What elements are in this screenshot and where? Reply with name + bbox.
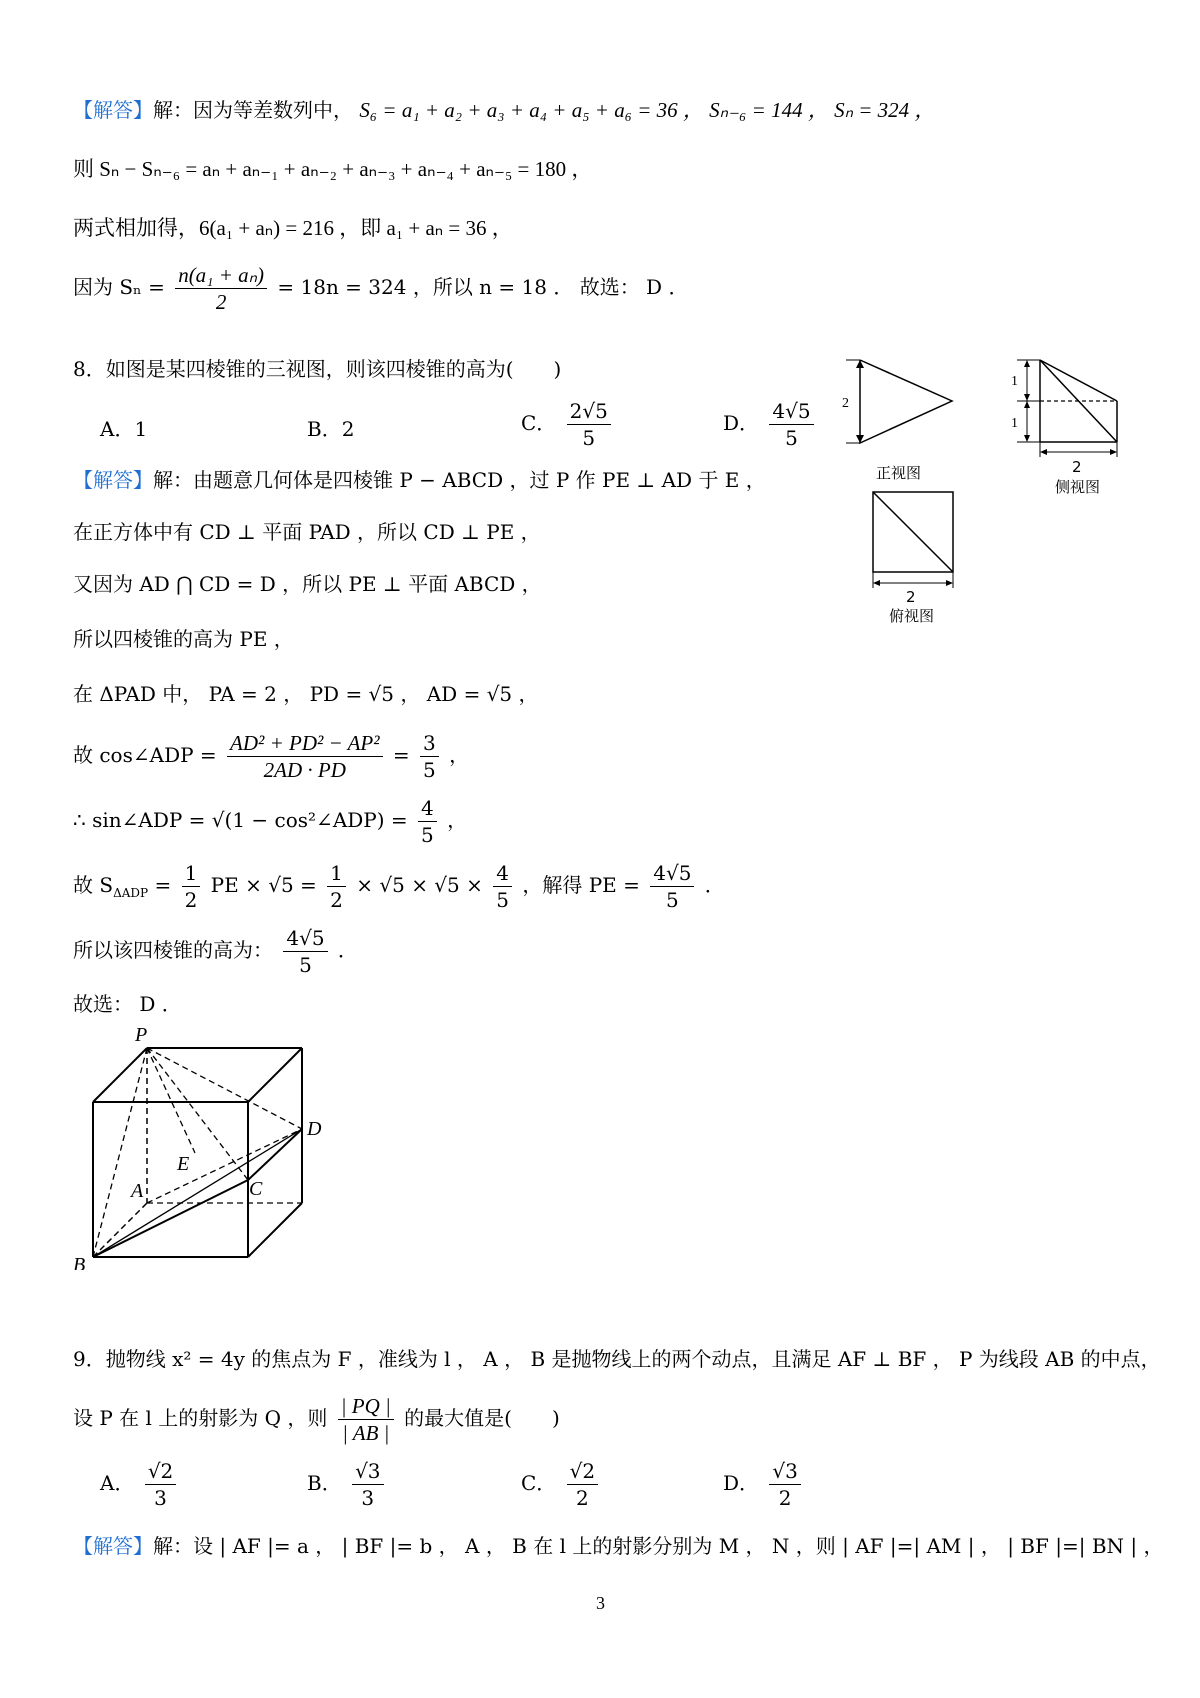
q7-solution-line-1: 【解答】解：因为等差数列中， S₆ = a₁ + a₂ + a₃ + a₄ + a₅ + a₆ = 36 ， Sₙ₋₆ = 144 ， Sₙ = 324 ， xyxy=(73,98,936,122)
q9-option-c: C． $\frac{√2}{2}$ xyxy=(521,1458,602,1511)
cube-pyramid-figure xyxy=(65,1025,345,1270)
q9-option-b: B． $\frac{√3}{3}$ xyxy=(307,1458,388,1511)
q8-solution-line-7: ∴ sin∠ADP = √(1 − cos²∠ADP) = $\frac{4}{5}$ ， xyxy=(73,796,468,847)
top-view-figure xyxy=(865,490,960,600)
q7-solution-line-4: 因为 Sₙ = $\frac{\text{n(a₁ + aₙ)}}{2}$ = 18n = 324 ，所以 n = 18 ． 故选： D ． xyxy=(73,263,689,314)
q8-solution-line-3: 又因为 AD ⋂ CD = D ，所以 PE ⊥ 平面 ABCD ， xyxy=(73,572,542,596)
vertex-label-e: E xyxy=(177,1153,190,1175)
side-view-dimension-top: 1 xyxy=(1011,374,1018,389)
q9-option-d: D． $\frac{√3}{2}$ xyxy=(723,1458,805,1511)
front-view-caption: 正视图 xyxy=(876,464,922,482)
vertex-label-c: C xyxy=(249,1178,263,1200)
vertex-label-b: B xyxy=(73,1254,86,1270)
vertex-label-d: D xyxy=(307,1118,322,1140)
q9-stem-line-2: 设 P 在 l 上的射影为 Q ，则 $\frac{| PQ |}{| AB |}$ 的最大值是( ) xyxy=(73,1394,560,1445)
side-view-figure xyxy=(1005,355,1130,465)
q8-option-b: B．2 xyxy=(307,417,355,441)
q9-stem-line-1: 9．抛物线 x² = 4y 的焦点为 F ，准线为 l ， A ， B 是抛物线上的两个动点，且满足 AF ⊥ BF ， P 为线段 AB 的中点， xyxy=(73,1347,1161,1371)
front-view-figure xyxy=(840,355,960,450)
top-view-caption: 俯视图 xyxy=(889,607,935,625)
front-view-dimension: 2 xyxy=(842,396,849,411)
q8-stem: 8．如图是某四棱锥的三视图，则该四棱锥的高为( ) xyxy=(73,357,562,381)
q9-solution-line-1: 【解答】解：设 | AF |= a ， | BF |= b ， A ， B 在 l 上的射影分别为 M ， N ，则 | AF |=| AM | ， | BF |=| BN | ， xyxy=(73,1534,1164,1558)
page-number: 3 xyxy=(596,1593,605,1613)
q8-option-d: D． $\frac{4√5}{5}$ xyxy=(723,398,818,451)
q7-solution-line-2: 则 Sₙ − Sₙ₋₆ = aₙ + aₙ₋₁ + aₙ₋₂ + aₙ₋₃ + aₙ₋₄ + aₙ₋₅ = 180 ， xyxy=(73,157,593,181)
vertex-label-p: P xyxy=(135,1025,148,1046)
q8-option-c: C． $\frac{2√5}{5}$ xyxy=(521,398,615,451)
side-view-caption: 侧视图 xyxy=(1055,478,1101,496)
q8-solution-line-10: 故选： D ． xyxy=(73,992,182,1016)
q8-solution-line-9: 所以该四棱锥的高为： $\frac{4√5}{5}$ ． xyxy=(73,926,358,977)
q8-option-a: A．1 xyxy=(100,417,148,441)
side-view-dimension-bottom: 1 xyxy=(1011,416,1018,431)
vertex-label-a: A xyxy=(131,1180,144,1202)
answer-tag: 【解答】 xyxy=(73,468,153,492)
q8-solution-line-5: 在 ΔPAD 中， PA = 2 ， PD = √5 ， AD = √5 ， xyxy=(73,682,539,706)
q8-solution-line-4: 所以四棱锥的高为 PE ， xyxy=(73,627,294,651)
q8-solution-line-8: 故 $S_{\Delta ADP}$ = $\frac{1}{2}$ PE × √5 = $\frac{1}{2}$ × √5 × √5 × $\frac{4}{5}$ ，解得 PE = $\frac{4√5}{5}$ ． xyxy=(73,861,725,912)
answer-tag: 【解答】 xyxy=(73,1534,153,1558)
q8-solution-line-2: 在正方体中有 CD ⊥ 平面 PAD ，所以 CD ⊥ PE ， xyxy=(73,520,541,544)
side-view-width-label: 2 xyxy=(1072,458,1082,476)
q7-solution-line-3: 两式相加得，6(a₁ + aₙ) = 216 ，即 a₁ + aₙ = 36 ， xyxy=(73,216,513,240)
q8-solution-line-1: 【解答】解：由题意几何体是四棱锥 P − ABCD ，过 P 作 PE ⊥ AD 于 E ， xyxy=(73,468,766,492)
answer-tag: 【解答】 xyxy=(73,98,153,122)
top-view-width-label: 2 xyxy=(906,588,916,606)
q9-option-a: A． $\frac{√2}{3}$ xyxy=(100,1458,180,1511)
q8-solution-line-6: 故 cos∠ADP = $\frac{\text{AD² + PD² − AP²}}{2AD \cdot PD}$ = $\frac{3}{5}$ ， xyxy=(73,731,470,782)
